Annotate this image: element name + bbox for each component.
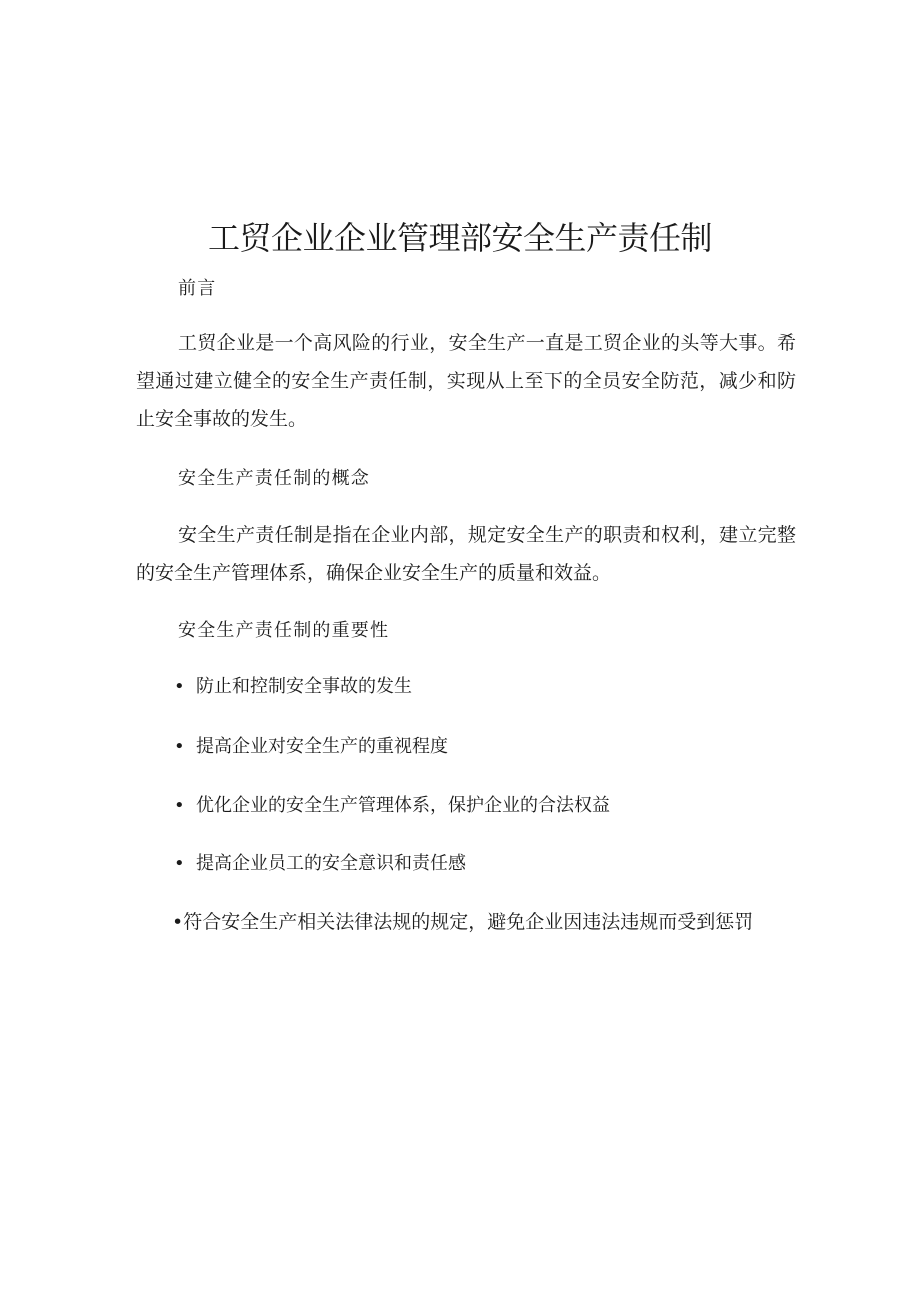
bullet-icon: •	[174, 853, 185, 874]
importance-list-item	[174, 735, 448, 759]
preface-paragraph: 工贸企业是一个高风险的行业，安全生产一直是工贸企业的头等大事。希望通过建立健全的安全生产责任制，实现从上至下的全员安全防范，减少和防止安全事故的发生。	[136, 332, 796, 430]
preface-heading: 前言	[178, 278, 217, 299]
concept-paragraph: 安全生产责任制是指在企业内部，规定安全生产的职责和权利，建立完整的安全生产管理体系，确保企业安全生产的质量和效益。	[136, 524, 796, 584]
bullet-icon: •	[174, 736, 185, 757]
document-title: 工贸企业企业管理部安全生产责任制	[207, 219, 712, 257]
importance-list-item	[174, 675, 412, 699]
importance-list-item	[174, 794, 610, 818]
concept-heading: 安全生产责任制的概念	[178, 468, 370, 489]
bullet-icon: •	[174, 676, 185, 697]
importance-heading: 安全生产责任制的重要性	[178, 620, 390, 641]
importance-item-text: 防止和控制安全事故的发生	[196, 676, 412, 697]
bullet-icon: •	[172, 911, 184, 933]
importance-list-item	[174, 852, 466, 876]
importance-item-text: 提高企业对安全生产的重视程度	[196, 736, 448, 757]
importance-item-text: 提高企业员工的安全意识和责任感	[196, 853, 466, 874]
importance-item-text: 符合安全生产相关法律法规的规定，避免企业因违法违规而受到惩罚	[183, 911, 754, 933]
importance-list-item	[136, 908, 786, 936]
importance-item-text: 优化企业的安全生产管理体系，保护企业的合法权益	[196, 795, 610, 816]
bullet-icon: •	[174, 795, 185, 816]
